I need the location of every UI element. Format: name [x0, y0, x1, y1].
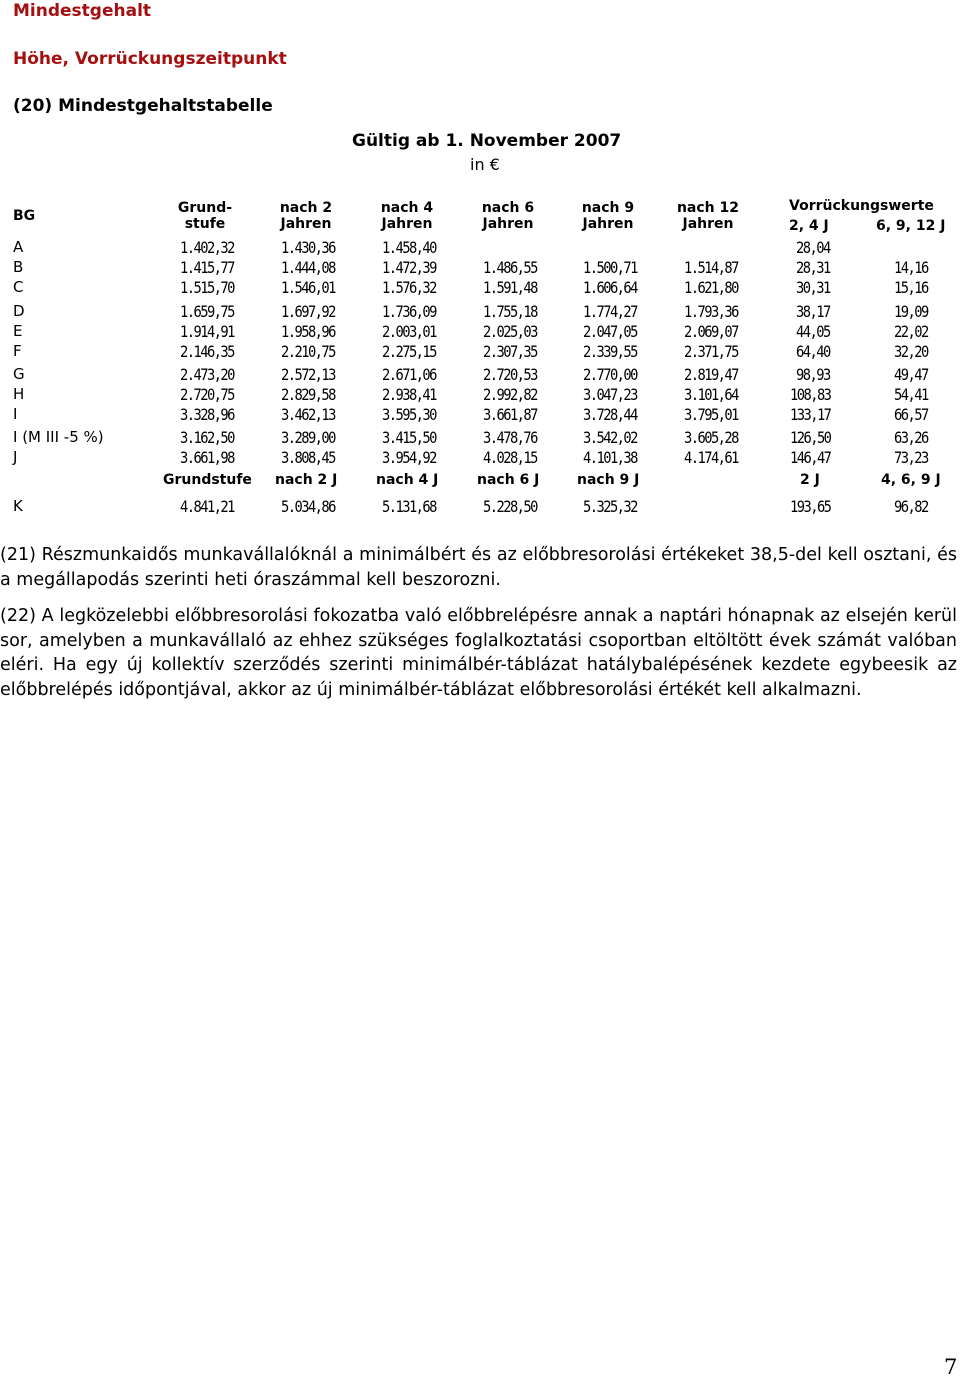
- valid-from-label: Gültig ab 1. November 2007: [352, 131, 622, 151]
- table-cell: 3.047,23: [583, 385, 637, 404]
- table-cell: 1.515,70: [180, 278, 234, 297]
- table-cell: 2.819,47: [684, 365, 738, 384]
- table-cell: 2.473,20: [180, 365, 234, 384]
- k-header-2-j: 2 J: [800, 472, 820, 488]
- table-cell: 146,47: [790, 448, 831, 467]
- table-cell: 4.174,61: [684, 448, 738, 467]
- row-label: G: [13, 365, 25, 383]
- row-label: F: [13, 342, 22, 360]
- table-cell: 3.162,50: [180, 428, 234, 447]
- table-cell: 1.606,64: [583, 278, 637, 297]
- table-cell: 3.808,45: [281, 448, 335, 467]
- header-nach-2: nach 2 Jahren: [279, 200, 333, 232]
- table-cell: 38,17: [796, 302, 830, 321]
- row-label: B: [13, 258, 24, 276]
- table-cell: 2.720,53: [483, 365, 537, 384]
- table-cell: 2.720,75: [180, 385, 234, 404]
- table-cell: 2.938,41: [382, 385, 436, 404]
- header-vorrueckungswerte: Vorrückungswerte: [789, 198, 934, 214]
- table-cell: 1.755,18: [483, 302, 537, 321]
- table-cell: 2.829,58: [281, 385, 335, 404]
- row-label: D: [13, 302, 25, 320]
- table-cell: 2.025,03: [483, 322, 537, 341]
- paragraph-21: (21) Részmunkaidős munkavállalóknál a minimálbért és az előbbresorolási értékeket 38,5-del kell osztani, és a megállapodás szerinti heti óraszámmal kell beszorozni.: [0, 545, 957, 590]
- row-label-k: K: [13, 497, 23, 515]
- table-cell: 1.914,91: [180, 322, 234, 341]
- row-label: A: [13, 238, 24, 256]
- table-cell: 1.430,36: [281, 238, 335, 257]
- table-cell: 2.210,75: [281, 342, 335, 361]
- header-nach-9: nach 9 Jahren: [581, 200, 635, 232]
- table-cell: 30,31: [796, 278, 830, 297]
- table-cell: 49,47: [894, 365, 928, 384]
- table-cell: 1.621,80: [684, 278, 738, 297]
- table-cell: 1.958,96: [281, 322, 335, 341]
- table-cell: 2.339,55: [583, 342, 637, 361]
- k-header-nach-4: nach 4 J: [376, 472, 439, 488]
- header-bg: BG: [13, 208, 36, 224]
- table-cell: 2.146,35: [180, 342, 234, 361]
- k-cell-nach-6: 5.228,50: [483, 497, 537, 516]
- table-cell: 2.307,35: [483, 342, 537, 361]
- table-cell: 1.500,71: [583, 258, 637, 277]
- table-cell: 3.542,02: [583, 428, 637, 447]
- table-cell: 22,02: [894, 322, 928, 341]
- table-cell: 3.328,96: [180, 405, 234, 424]
- table-cell: 1.697,92: [281, 302, 335, 321]
- table-cell: 63,26: [894, 428, 928, 447]
- table-cell: 2.371,75: [684, 342, 738, 361]
- table-cell: 2.572,13: [281, 365, 335, 384]
- table-cell: 1.591,48: [483, 278, 537, 297]
- table-cell: 3.478,76: [483, 428, 537, 447]
- table-cell: 1.415,77: [180, 258, 234, 277]
- table-cell: 3.415,50: [382, 428, 436, 447]
- table-cell: 2.069,07: [684, 322, 738, 341]
- table-cell: 73,23: [894, 448, 928, 467]
- table-cell: 19,09: [894, 302, 928, 321]
- table-cell: 32,20: [894, 342, 928, 361]
- table-cell: 2.992,82: [483, 385, 537, 404]
- k-cell-vorr-2: 193,65: [790, 497, 831, 516]
- k-header-4-6-9-j: 4, 6, 9 J: [881, 472, 941, 488]
- subsection-heading: Höhe, Vorrückungszeitpunkt: [13, 49, 287, 69]
- table-cell: 3.661,87: [483, 405, 537, 424]
- table-cell: 1.576,32: [382, 278, 436, 297]
- table-cell: 1.472,39: [382, 258, 436, 277]
- table-cell: 3.605,28: [684, 428, 738, 447]
- table-cell: 1.793,36: [684, 302, 738, 321]
- table-cell: 3.595,30: [382, 405, 436, 424]
- table-cell: 1.458,40: [382, 238, 436, 257]
- header-vorr-2-4: 2, 4 J: [789, 218, 829, 234]
- k-header-nach-6: nach 6 J: [477, 472, 540, 488]
- table-cell: 3.101,64: [684, 385, 738, 404]
- table-cell: 2.003,01: [382, 322, 436, 341]
- table-cell: 1.774,27: [583, 302, 637, 321]
- table-cell: 2.671,06: [382, 365, 436, 384]
- table-cell: 3.954,92: [382, 448, 436, 467]
- section-heading: Mindestgehalt: [13, 1, 152, 21]
- table-cell: 108,83: [790, 385, 831, 404]
- table-cell: 54,41: [894, 385, 928, 404]
- header-nach-4: nach 4 Jahren: [380, 200, 434, 232]
- table-cell: 28,31: [796, 258, 830, 277]
- table-cell: 3.289,00: [281, 428, 335, 447]
- k-cell-grundstufe: 4.841,21: [180, 497, 234, 516]
- k-header-nach-2: nach 2 J: [275, 472, 338, 488]
- row-label: I (M III -5 %): [13, 428, 104, 446]
- table-cell: 1.546,01: [281, 278, 335, 297]
- table-cell: 1.444,08: [281, 258, 335, 277]
- table-cell: 14,16: [894, 258, 928, 277]
- k-header-nach-9: nach 9 J: [577, 472, 640, 488]
- k-cell-vorr-4-6-9: 96,82: [894, 497, 928, 516]
- row-label: C: [13, 278, 24, 296]
- row-label: I: [13, 405, 18, 423]
- table-cell: 1.486,55: [483, 258, 537, 277]
- header-nach-6: nach 6 Jahren: [481, 200, 535, 232]
- table-cell: 2.275,15: [382, 342, 436, 361]
- header-nach-12: nach 12 Jahren: [676, 200, 740, 232]
- table-cell: 3.728,44: [583, 405, 637, 424]
- table-cell: 4.028,15: [483, 448, 537, 467]
- table-cell: 126,50: [790, 428, 831, 447]
- header-vorr-6-9-12: 6, 9, 12 J: [876, 218, 946, 234]
- table-title: (20) Mindestgehaltstabelle: [13, 96, 273, 116]
- table-cell: 1.514,87: [684, 258, 738, 277]
- k-cell-nach-4: 5.131,68: [382, 497, 436, 516]
- table-cell: 1.736,09: [382, 302, 436, 321]
- table-cell: 98,93: [796, 365, 830, 384]
- table-cell: 44,05: [796, 322, 830, 341]
- currency-unit-label: in €: [470, 155, 500, 174]
- table-cell: 2.047,05: [583, 322, 637, 341]
- table-cell: 133,17: [790, 405, 831, 424]
- row-label: E: [13, 322, 23, 340]
- k-cell-nach-9: 5.325,32: [583, 497, 637, 516]
- table-cell: 64,40: [796, 342, 830, 361]
- table-cell: 66,57: [894, 405, 928, 424]
- table-cell: 1.659,75: [180, 302, 234, 321]
- table-cell: 2.770,00: [583, 365, 637, 384]
- header-grundstufe: Grund- stufe: [177, 200, 233, 232]
- page-number: 7: [944, 1355, 958, 1379]
- table-cell: 3.795,01: [684, 405, 738, 424]
- k-cell-nach-2: 5.034,86: [281, 497, 335, 516]
- table-cell: 1.402,32: [180, 238, 234, 257]
- paragraph-22: (22) A legközelebbi előbbresorolási fokozatba való előbbrelépésre annak a naptári hónapnak az elsején kerül sor, amelyben a munkavállaló az ehhez szükséges foglalkoztatási csoportban eltöltött évek számát valóban eléri. Ha egy új kollektív szerződés szerinti minimálbér-táblázat hatálybalépésének kezdete egybeesik az előbbrelépés időpontjával, akkor az új minimálbér-táblázat előbbresorolási értékét kell alkalmazni.: [0, 606, 957, 700]
- table-cell: 4.101,38: [583, 448, 637, 467]
- table-cell: 28,04: [796, 238, 830, 257]
- row-label: J: [13, 448, 18, 466]
- k-header-grundstufe: Grundstufe: [163, 472, 252, 488]
- table-cell: 3.661,98: [180, 448, 234, 467]
- row-label: H: [13, 385, 25, 403]
- table-cell: 3.462,13: [281, 405, 335, 424]
- table-cell: 15,16: [894, 278, 928, 297]
